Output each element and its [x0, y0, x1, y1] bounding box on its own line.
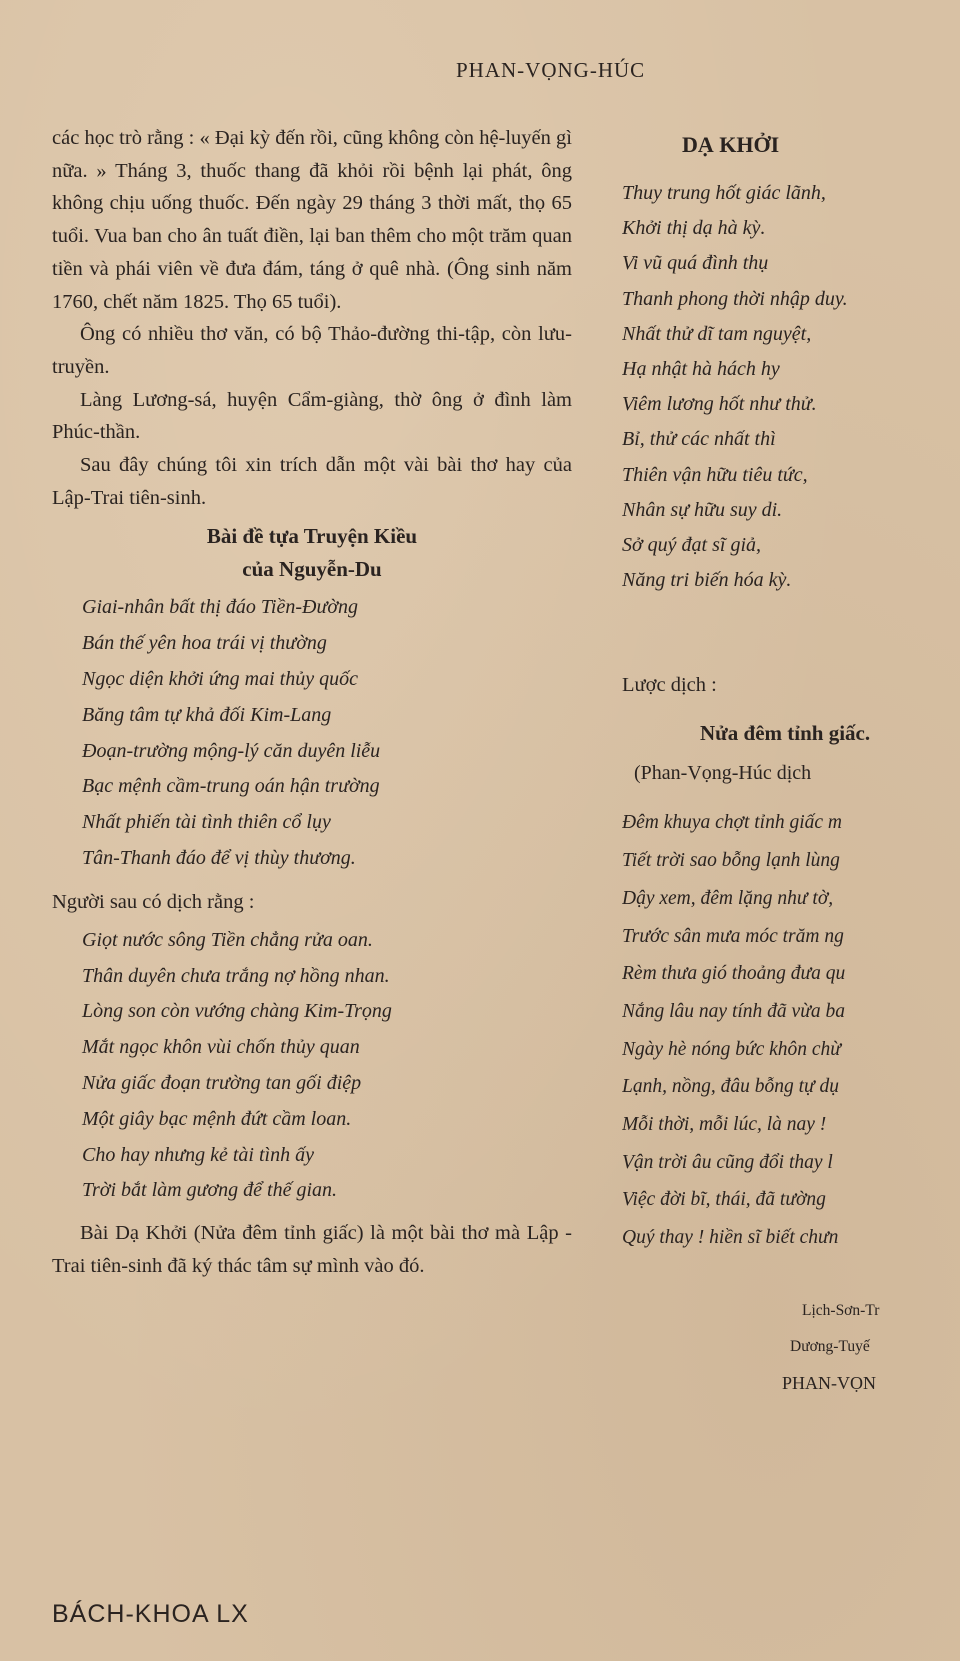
translation-intro: Người sau có dịch rằng : — [52, 890, 255, 913]
signature-line: Dương-Tuyế — [790, 1337, 870, 1355]
verse-line: Nhân sự hữu suy di. — [622, 498, 783, 521]
verse-line: Thân duyên chưa trắng nợ hồng nhan. — [82, 964, 390, 987]
verse-line: Nửa giấc đoạn trường tan gối điệp — [82, 1072, 362, 1094]
paragraph-works: Ông có nhiều thơ văn, có bộ Thảo-đường thi-tập, còn lưu-truyền. — [52, 323, 572, 378]
signature-line: Lịch-Sơn-Tr — [802, 1301, 880, 1319]
poem1-title-line2: của Nguyễn-Du — [242, 557, 382, 582]
paragraph-closing: Bài Dạ Khởi (Nửa đêm tỉnh giấc) là một bài thơ mà Lập - Trai tiên-sinh đã ký thác tâm sự mình vào đó. — [52, 1222, 572, 1277]
verse-line: Bạc mệnh cầm-trung oán hận trường — [82, 775, 380, 798]
verse-line: Thuy trung hốt giác lãnh, — [622, 182, 826, 204]
verse-line: Đêm khuya chợt tỉnh giấc m — [622, 812, 842, 834]
verse-line: Vi vũ quá đình thụ — [622, 252, 769, 275]
right-column — [622, 128, 960, 1401]
verse-line: Năng tri biến hóa kỳ. — [622, 569, 792, 592]
verse-line: Rèm thưa gió thoảng đưa qu — [622, 963, 846, 985]
verse-line: Ngọc diện khởi ứng mai thủy quốc — [82, 668, 358, 691]
verse-line: Sở quý đạt sĩ giả, — [622, 534, 762, 557]
verse-line: Hạ nhật hà hách hy — [622, 358, 780, 381]
verse-line: Băng tâm tự khả đối Kim-Lang — [82, 703, 332, 726]
verse-line: Mỗi thời, mỗi lúc, là nay ! — [622, 1114, 827, 1136]
verse-line: Quý thay ! hiền sĩ biết chưn — [622, 1227, 839, 1249]
verse-line: Bỉ, thử các nhất thì — [622, 428, 776, 451]
translation-title: Nửa đêm tỉnh giấc. — [700, 721, 871, 746]
paragraph-village: Làng Lương-sá, huyện Cẩm-giàng, thờ ông ở đình làm Phúc-thần. — [52, 388, 572, 444]
verse-line: Trời bắt làm gương để thế gian. — [82, 1179, 338, 1202]
verse-line: Ngày hè nóng bức khôn chừ — [622, 1038, 841, 1060]
signature-line: PHAN-VỌN — [782, 1372, 876, 1393]
poem2-title: DẠ KHỞI — [682, 132, 780, 157]
translator-credit: (Phan-Vọng-Húc dịch — [634, 762, 812, 785]
poem2-verses — [622, 176, 960, 598]
verse-line: Lòng son còn vướng chàng Kim-Trọng — [82, 1000, 392, 1023]
paragraph-intro: Sau đây chúng tôi xin trích dẫn một vài bài thơ hay của Lập-Trai tiên-sinh. — [52, 454, 572, 509]
left-column — [52, 122, 572, 1283]
translation-label: Lược dịch : — [622, 674, 717, 697]
verse-line: Việc đời bĩ, thái, đã tường — [622, 1189, 826, 1211]
verse-line: Nhất phiến tài tình thiên cổ lụy — [82, 811, 331, 834]
running-head: PHAN-VỌNG-HÚC — [456, 58, 646, 82]
verse-line: Giọt nước sông Tiền chẳng rửa oan. — [82, 928, 373, 951]
paragraph-biography: các học trò rằng : « Đại kỳ đến rồi, cũng không còn hệ-luyến gì nữa. » Tháng 3, thuốc thang đã khỏi rồi bệnh lại phát, ông không chịu uống thuốc. Đến ngày 29 tháng 3 thời mất, thọ 65 tuổi. Vua ban cho ân tuất điền, lại ban thêm cho một trăm quan tiền và phái viên về đưa đám, táng ở quê nhà. (Ông sinh năm 1760, chết năm 1825. Thọ 65 tuổi). — [52, 127, 572, 313]
poem1-verses — [52, 590, 572, 876]
verse-line: Viêm lương hốt như thử. — [622, 393, 817, 416]
translation-verses — [52, 923, 572, 1209]
verse-line: Lạnh, nồng, đâu bỗng tự dụ — [622, 1076, 840, 1098]
verse-line: Trước sân mưa móc trăm ng — [622, 925, 844, 947]
verse-line: Nắng lâu nay tính đã vừa ba — [622, 1000, 845, 1022]
poem1-title — [52, 520, 572, 586]
verse-line: Dậy xem, đêm lặng như tờ, — [622, 887, 834, 909]
signature-block — [622, 1293, 960, 1401]
verse-line: Mắt ngọc khôn vùi chốn thủy quan — [82, 1036, 360, 1059]
verse-line: Tiết trời sao bỗng lạnh lùng — [622, 850, 840, 872]
verse-line: Tân-Thanh đáo để vị thùy thương. — [82, 847, 356, 870]
verse-line: Đoạn-trường mộng-lý căn duyên liễu — [82, 739, 381, 762]
verse-line: Bán thế yên hoa trái vị thường — [82, 632, 327, 655]
verse-line: Vận trời âu cũng đổi thay l — [622, 1151, 833, 1173]
verse-line: Cho hay nhưng kẻ tài tình ấy — [82, 1143, 314, 1166]
verse-line: Khởi thị dạ hà kỳ. — [622, 217, 766, 240]
verse-line: Một giây bạc mệnh đứt cầm loan. — [82, 1107, 352, 1130]
verse-line: Nhất thử dĩ tam nguyệt, — [622, 322, 812, 345]
poem1-title-line1: Bài đề tựa Truyện Kiều — [206, 524, 418, 549]
poem2-translation-verses — [622, 804, 960, 1256]
verse-line: Thiên vận hữu tiêu tức, — [622, 463, 808, 486]
verse-line: Thanh phong thời nhập duy. — [622, 287, 848, 310]
footer-publication: BÁCH-KHOA LX — [52, 1600, 249, 1628]
verse-line: Giai-nhân bất thị đáo Tiền-Đường — [82, 596, 359, 619]
